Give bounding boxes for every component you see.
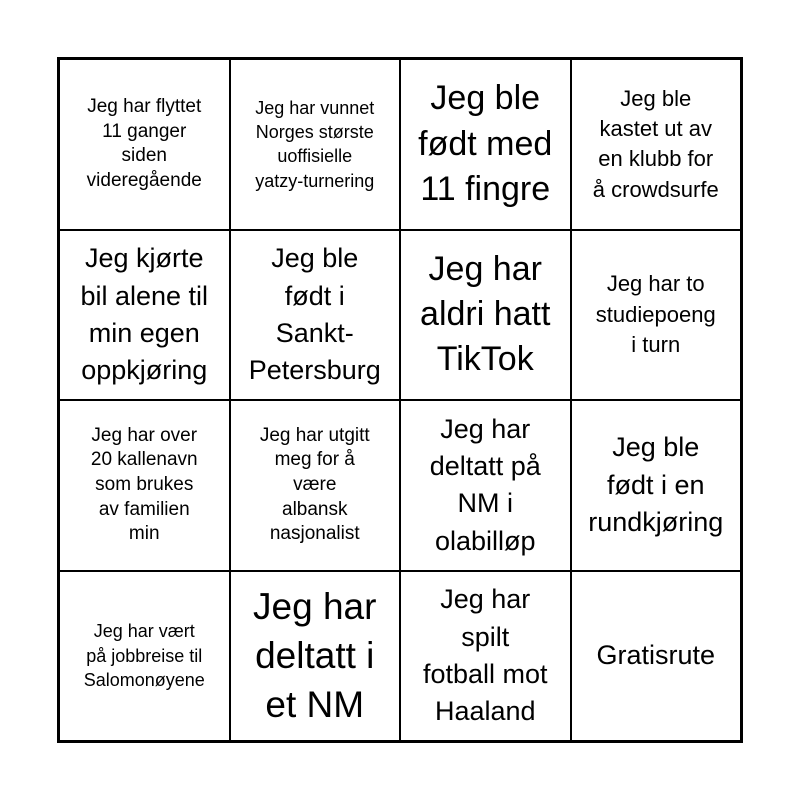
bingo-cell-text: Jeg har to studiepoeng i turn [595, 271, 716, 357]
bingo-cell-text: Jeg har flyttet 11 ganger siden videregående [86, 95, 202, 191]
bingo-cell[interactable] [400, 400, 571, 571]
bingo-cell-text: Jeg ble kastet ut av en klubb for å crowdsurfe [592, 85, 719, 202]
bingo-cell-text: Jeg har aldri hatt TikTok [420, 249, 551, 379]
bingo-cell[interactable] [230, 59, 401, 230]
bingo-cell-text: Jeg kjørte bil alene til min egen oppkjøring [80, 243, 209, 385]
bingo-cell-text: Jeg har vært på jobbreise til Salomonøyene [83, 621, 205, 690]
bingo-board [57, 57, 743, 743]
bingo-cell[interactable] [400, 571, 571, 742]
bingo-cell[interactable] [59, 400, 230, 571]
bingo-cell-text: Jeg ble født i Sankt- Petersburg [248, 243, 381, 385]
bingo-cell[interactable] [571, 400, 742, 571]
bingo-cell[interactable] [571, 230, 742, 401]
bingo-cell-text: Gratisrute [596, 640, 716, 671]
bingo-cell[interactable] [59, 59, 230, 230]
bingo-cell[interactable] [571, 59, 742, 230]
bingo-cell-text: Jeg har deltatt på NM i olabilløp [429, 413, 541, 556]
bingo-cell[interactable] [400, 230, 571, 401]
bingo-cell[interactable] [230, 230, 401, 401]
bingo-cell-text: Jeg ble født i en rundkjøring [588, 432, 724, 537]
bingo-cell-text: Jeg ble født med 11 fingre [418, 79, 553, 208]
bingo-cell-text: Jeg har vunnet Norges største uoffisielle yatzy-turnering [255, 97, 375, 191]
bingo-cell-text: Jeg har utgitt meg for å være albansk nasjonalist [259, 424, 370, 545]
bingo-cell[interactable] [230, 400, 401, 571]
bingo-cell-text: Jeg har over 20 kallenavn som brukes av familien min [90, 424, 198, 545]
bingo-cell-text: Jeg har deltatt i et NM [253, 585, 377, 726]
bingo-cell-text: Jeg har spilt fotball mot Haaland [422, 584, 548, 726]
bingo-cell[interactable] [59, 571, 230, 742]
bingo-cell[interactable] [400, 59, 571, 230]
bingo-free-cell[interactable] [571, 571, 742, 742]
bingo-cell[interactable] [59, 230, 230, 401]
bingo-cell[interactable] [230, 571, 401, 742]
